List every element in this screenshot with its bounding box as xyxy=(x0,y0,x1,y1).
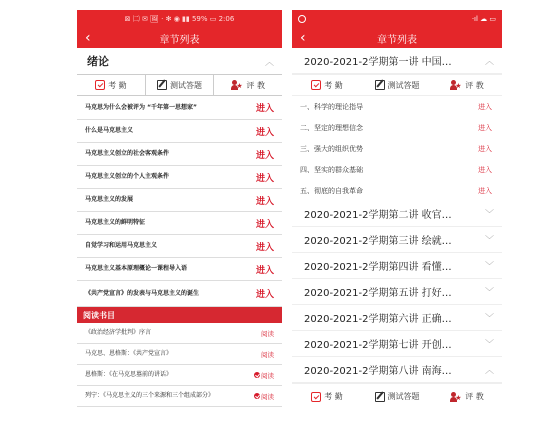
enter-button[interactable]: 进入 xyxy=(478,123,492,132)
lesson-row[interactable] xyxy=(77,143,282,166)
user-star-icon xyxy=(450,392,462,402)
enter-button[interactable]: 进入 xyxy=(255,196,274,207)
status-bar xyxy=(292,10,502,28)
lecture-item[interactable] xyxy=(292,253,502,279)
lecture-title: 2020-2021-2学期第六讲 正确… xyxy=(304,314,452,325)
lesson-row[interactable] xyxy=(77,281,282,307)
reading-title: 《政治经济学批判》序言 xyxy=(85,329,152,336)
chevron-down-icon[interactable]: ﹀ xyxy=(484,314,494,324)
quiz-tab[interactable] xyxy=(362,384,432,409)
lecture-title: 2020-2021-2学期第二讲 收官… xyxy=(304,210,452,221)
action-tabs xyxy=(77,74,282,96)
lecture-title: 2020-2021-2学期第五讲 打好… xyxy=(304,288,452,299)
sub-lesson-row[interactable] xyxy=(292,138,502,159)
check-icon xyxy=(254,393,260,399)
edit-icon xyxy=(375,80,385,90)
left-phone-screen xyxy=(77,10,282,424)
status-text: ⊠ ㈡ ✉ 🖼 · ✻ ◉ ▮▮ 59% ▭ 2:06 xyxy=(124,15,235,23)
lesson-row[interactable] xyxy=(77,235,282,258)
reading-row[interactable] xyxy=(77,386,282,407)
lecture-item[interactable] xyxy=(292,331,502,357)
lecture-item[interactable] xyxy=(292,279,502,305)
chevron-up-icon[interactable]: ︿ xyxy=(264,57,274,68)
lesson-title: 马克思为什么会被评为 “千年第一思想家” xyxy=(85,103,197,111)
chevron-down-icon[interactable]: ﹀ xyxy=(484,340,494,350)
evaluation-tab[interactable] xyxy=(432,384,502,409)
lecture-title: 2020-2021-2学期第三讲 绘就… xyxy=(304,236,452,247)
enter-button[interactable]: 进入 xyxy=(255,290,274,300)
tab-label: 考 勤 xyxy=(108,80,127,90)
reading-title: 马克思、恩格斯：《共产党宣言》 xyxy=(85,350,173,357)
quiz-tab[interactable] xyxy=(362,75,432,95)
enter-button[interactable]: 进入 xyxy=(255,127,274,138)
lesson-title: 马克思主义创立的社会客观条件 xyxy=(85,150,170,157)
lesson-list xyxy=(77,96,282,307)
chevron-down-icon[interactable]: ﹀ xyxy=(484,236,494,246)
lesson-row[interactable] xyxy=(77,258,282,281)
lesson-title: 什么是马克思主义 xyxy=(85,127,134,134)
enter-button[interactable]: 进入 xyxy=(478,165,492,174)
right-phone-screen xyxy=(292,10,502,424)
enter-button[interactable]: 进入 xyxy=(255,150,274,161)
read-label: 阅读 xyxy=(261,371,274,380)
lecture-title: 2020-2021-2学期第四讲 看懂… xyxy=(304,262,452,273)
lecture-title: 2020-2021-2学期第八讲 南海… xyxy=(304,366,452,377)
enter-button[interactable]: 进入 xyxy=(255,242,274,253)
read-label: 阅读 xyxy=(261,392,274,401)
attendance-tab[interactable] xyxy=(77,75,146,95)
chevron-down-icon[interactable]: ﹀ xyxy=(484,262,494,272)
nav-bar xyxy=(77,28,282,48)
lesson-title: 《共产党宣言》的发表与马克思主义的诞生 xyxy=(85,289,200,297)
reading-list-header: 阅读书目 xyxy=(77,307,282,323)
lesson-row[interactable] xyxy=(77,212,282,235)
back-icon[interactable]: ‹ xyxy=(85,30,91,46)
sub-lesson-row[interactable] xyxy=(292,117,502,138)
attendance-tab[interactable] xyxy=(292,384,362,409)
enter-button[interactable]: 进入 xyxy=(255,173,274,184)
lesson-title: 自觉学习和运用马克思主义 xyxy=(85,242,158,249)
chevron-up-icon[interactable]: ︿ xyxy=(484,57,494,67)
read-label: 阅读 xyxy=(261,350,274,359)
action-tabs xyxy=(292,74,502,96)
enter-button[interactable]: 进入 xyxy=(478,102,492,111)
user-star-icon xyxy=(231,80,243,90)
page-title: 章节列表 xyxy=(159,34,200,46)
check-icon xyxy=(254,372,260,378)
tab-label: 考 勤 xyxy=(324,392,343,401)
lesson-title: 马克思主义的鲜明特征 xyxy=(85,219,146,226)
sub-lesson-title: 五、彻底的自我革命 xyxy=(300,186,363,195)
sub-lesson-title: 四、坚实的群众基础 xyxy=(300,165,363,174)
reading-row[interactable] xyxy=(77,344,282,365)
enter-button[interactable]: 进入 xyxy=(478,144,492,153)
quiz-tab[interactable] xyxy=(146,75,215,95)
lecture-item[interactable] xyxy=(292,357,502,383)
sub-lesson-title: 二、坚定的理想信念 xyxy=(300,123,363,132)
record-icon xyxy=(298,15,306,23)
section-header[interactable] xyxy=(77,48,282,74)
lesson-row[interactable] xyxy=(77,166,282,189)
section-title: 绪论 xyxy=(87,55,109,68)
sub-lesson-row[interactable] xyxy=(292,159,502,180)
lecture-item[interactable] xyxy=(292,305,502,331)
page-title: 章节列表 xyxy=(377,34,417,46)
lesson-row[interactable] xyxy=(77,189,282,212)
lecture-title: 2020-2021-2学期第七讲 开创… xyxy=(304,340,452,351)
calendar-check-icon xyxy=(95,80,105,90)
read-button[interactable] xyxy=(254,392,274,401)
enter-button[interactable]: 进入 xyxy=(255,265,274,276)
lesson-row[interactable] xyxy=(77,96,282,120)
lecture-list xyxy=(292,201,502,383)
evaluation-tab[interactable] xyxy=(214,75,282,95)
sub-lesson-row[interactable] xyxy=(292,180,502,201)
lecture-item[interactable] xyxy=(292,201,502,227)
read-button[interactable] xyxy=(261,350,274,359)
tab-label: 评 教 xyxy=(246,80,265,90)
tab-label: 测试答题 xyxy=(387,80,420,90)
tab-label: 评 教 xyxy=(465,392,484,401)
reading-list xyxy=(77,323,282,407)
calendar-check-icon xyxy=(311,392,321,402)
status-bar xyxy=(77,10,282,28)
lesson-title: 马克思主义基本原理概论一课程导入语 xyxy=(85,265,188,272)
user-star-icon xyxy=(450,80,462,90)
chevron-down-icon[interactable]: ﹀ xyxy=(484,288,494,298)
chevron-down-icon[interactable]: ﹀ xyxy=(484,210,494,220)
tab-label: 考 勤 xyxy=(324,80,343,90)
sub-lesson-title: 一、科学的理论指导 xyxy=(300,102,363,111)
reading-title: 恩格斯：《在马克思墓前的讲话》 xyxy=(85,371,173,378)
lecture-title: 2020-2021-2学期第一讲 中国… xyxy=(304,57,452,68)
sub-lesson-list xyxy=(292,96,502,201)
lesson-title: 马克思主义创立的个人主观条件 xyxy=(85,173,170,180)
calendar-check-icon xyxy=(311,80,321,90)
read-button[interactable] xyxy=(254,371,274,380)
nav-bar xyxy=(292,28,502,48)
enter-button[interactable]: 进入 xyxy=(255,104,274,114)
edit-icon xyxy=(375,392,385,402)
tab-label: 评 教 xyxy=(465,80,484,90)
sub-lesson-row[interactable] xyxy=(292,96,502,117)
lesson-title: 马克思主义的发展 xyxy=(85,196,134,203)
evaluation-tab[interactable] xyxy=(432,75,502,95)
lecture-item[interactable] xyxy=(292,227,502,253)
tab-label: 测试答题 xyxy=(170,80,202,90)
back-icon[interactable]: ‹ xyxy=(300,30,306,46)
read-button[interactable] xyxy=(261,329,274,338)
sub-lesson-title: 三、强大的组织优势 xyxy=(300,144,363,153)
tab-label: 测试答题 xyxy=(387,392,420,401)
reading-row[interactable] xyxy=(77,323,282,344)
chevron-up-icon[interactable]: ︿ xyxy=(484,366,494,376)
attendance-tab[interactable] xyxy=(292,75,362,95)
reading-title: 列宁：《马克思主义的三个来源和三个组成部分》 xyxy=(85,392,215,399)
lecture-item-open[interactable] xyxy=(292,48,502,74)
edit-icon xyxy=(157,80,167,90)
enter-button[interactable]: 进入 xyxy=(478,186,492,195)
lesson-row[interactable] xyxy=(77,120,282,143)
reading-row[interactable] xyxy=(77,365,282,386)
read-label: 阅读 xyxy=(261,329,274,338)
enter-button[interactable]: 进入 xyxy=(255,219,274,230)
status-icons: ‧ıl ☁ ▭ xyxy=(471,15,496,23)
bottom-action-tabs xyxy=(292,383,502,409)
